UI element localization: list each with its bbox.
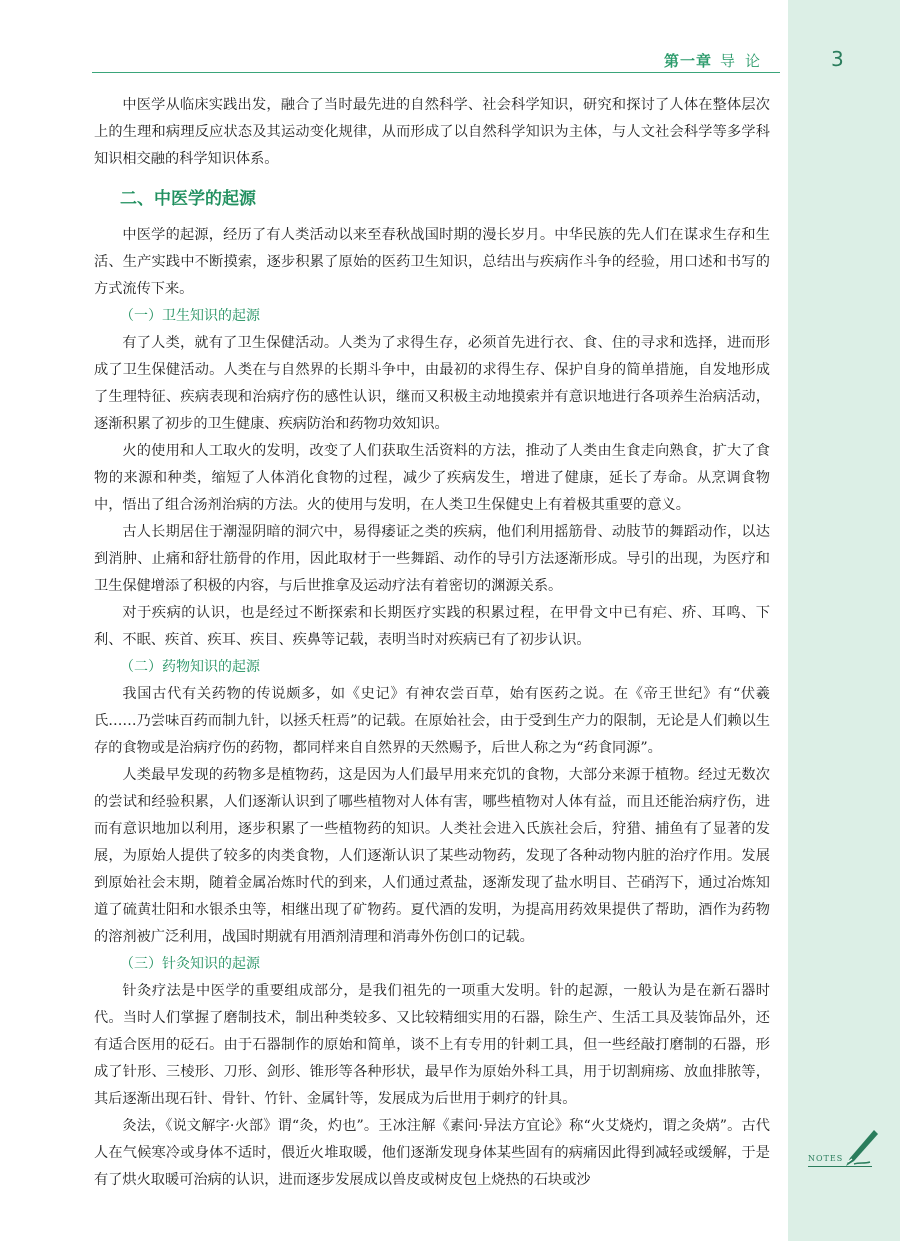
chapter-name: 导论: [719, 52, 770, 70]
subsection-heading-hygiene: （一）卫生知识的起源: [120, 308, 260, 324]
paragraph: 有了人类，就有了卫生保健活动。人类为了求得生存，必须首先进行衣、食、住的寻求和选择，进而形成了卫生保健活动。人类在与自然界的长期斗争中，由最初的求得生存、保护自身的简单措施，自发地形成了生理特征、疾病表现和治病疗伤的感性认识，继而又积极主动地摸索并有意识地进行各项养生治病活动，逐渐积累了初步的卫生健康、疾病防治和药物功效知识。: [94, 335, 770, 432]
paragraph: 我国古代有关药物的传说颇多，如《史记》有神农尝百草，始有医药之说。在《帝王世纪》有“伏羲氏……乃尝味百药而制九针，以拯夭枉焉”的记载。在原始社会，由于受到生产力的限制，无论是人们赖以生存的食物或是治病疗伤的药物，都同样来自自然界的天然赐予，后世人称之为“药食同源”。: [94, 686, 770, 756]
paragraph: 古人长期居住于潮湿阴暗的洞穴中，易得痿证之类的疾病，他们利用摇筋骨、动肢节的舞蹈动作，以达到消肿、止痛和舒壮筋骨的作用，因此取材于一些舞蹈、动作的导引方法逐渐形成。导引的出现，为医疗和卫生保健增添了积极的内容，与后世推拿及运动疗法有着密切的渊源关系。: [94, 524, 770, 594]
notes-marker: [808, 1128, 878, 1174]
paragraph: 灸法，《说文解字·火部》谓“灸，灼也”。王冰注解《素问·异法方宜论》称“火艾烧灼，谓之灸焫”。古代人在气候寒冷或身体不适时，偎近火堆取暖，他们逐渐发现身体某些固有的病痛因此得到减轻或缓解，于是有了烘火取暖可治病的认识，进而逐步发展成以兽皮或树皮包上烧热的石块或沙: [94, 1118, 770, 1188]
pen-icon: [840, 1128, 878, 1168]
paragraph: 对于疾病的认识，也是经过不断探索和长期医疗实践的积累过程，在甲骨文中已有疟、疥、耳鸣、下利、不眠、疾首、疾耳、疾目、疾鼻等记载，表明当时对疾病已有了初步认识。: [94, 605, 770, 648]
running-header: [92, 50, 780, 74]
page-number: 3: [831, 47, 844, 71]
subsection-heading-acupuncture: （三）针灸知识的起源: [120, 956, 260, 972]
paragraph: 人类最早发现的药物多是植物药，这是因为人们最早用来充饥的食物，大部分来源于植物。经过无数次的尝试和经验积累，人们逐渐认识到了哪些植物对人体有害，哪些植物对人体有益，而且还能治病疗伤，进而有意识地加以利用，逐步积累了一些植物药的知识。人类社会进入氏族社会后，狩猎、捕鱼有了显著的发展，为原始人提供了较多的肉类食物，人们逐渐认识了某些动物药，发现了各种动物内脏的治疗作用。发展到原始社会末期，随着金属冶炼时代的到来，人们通过煮盐，逐渐发现了盐水明目、芒硝泻下，通过冶炼知道了硫黄壮阳和水银杀虫等，相继出现了矿物药。夏代酒的发明，为提高用药效果提供了帮助，酒作为药物的溶剂被广泛利用，战国时期就有用酒剂清理和消毒外伤创口的记载。: [94, 767, 770, 945]
chapter-number: 第一章: [663, 52, 712, 70]
paragraph: 针灸疗法是中医学的重要组成部分，是我们祖先的一项重大发明。针的起源，一般认为是在新石器时代。当时人们掌握了磨制技术，制出种类较多、又比较精细实用的石器，除生产、生活工具及装饰品外，还有适合医用的砭石。由于石器制作的原始和简单，谈不上有专用的针刺工具，但一些经敲打磨制的石器，形成了针形、三棱形、刀形、剑形、锥形等各种形状，最早作为原始外科工具，用于切割痈疡、放血排脓等，其后逐渐出现石针、骨针、竹针、金属针等，发展成为后世用于刺疗的针具。: [94, 983, 770, 1107]
notes-label: NOTES: [808, 1154, 844, 1163]
page-content: [94, 92, 770, 1194]
subsection-heading-medicine: （二）药物知识的起源: [120, 659, 260, 675]
header-rule: [92, 72, 780, 73]
section-heading: 二、中医学的起源: [120, 189, 256, 209]
intro-paragraph: 中医学从临床实践出发，融合了当时最先进的自然科学、社会科学知识，研究和探讨了人体在整体层次上的生理和病理反应状态及其运动变化规律，从而形成了以自然科学知识为主体，与人文社会科学等多学科知识相交融的科学知识体系。: [94, 97, 770, 167]
chapter-title: [664, 50, 770, 71]
side-band: [788, 0, 900, 1241]
section-intro-paragraph: 中医学的起源，经历了有人类活动以来至春秋战国时期的漫长岁月。中华民族的先人们在谋求生存和生活、生产实践中不断摸索，逐步积累了原始的医药卫生知识，总结出与疾病作斗争的经验，用口述和书写的方式流传下来。: [94, 227, 770, 297]
paragraph: 火的使用和人工取火的发明，改变了人们获取生活资料的方法，推动了人类由生食走向熟食，扩大了食物的来源和种类，缩短了人体消化食物的过程，减少了疾病发生，增进了健康，延长了寿命。从烹调食物中，悟出了组合汤剂治病的方法。火的使用与发明，在人类卫生保健史上有着极其重要的意义。: [94, 443, 770, 513]
